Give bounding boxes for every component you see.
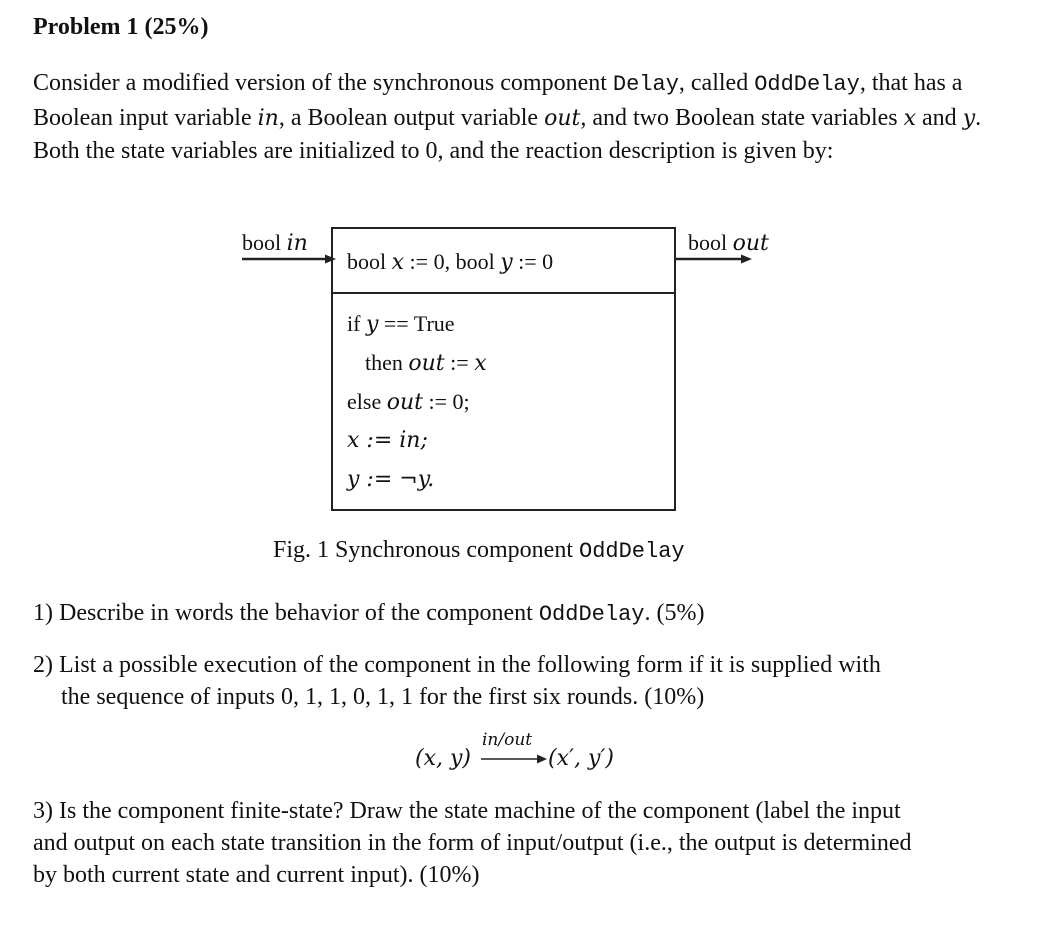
state-declaration: bool x := 0, bool y := 0 xyxy=(347,249,554,275)
input-label: bool in xyxy=(242,230,308,256)
intro-text-1: Consider a modified version of the synchronous component xyxy=(33,70,613,96)
question-2-line-2: the sequence of inputs 0, 1, 1, 0, 1, 1 for the first six rounds. (10%) xyxy=(61,684,705,710)
problem-title: Problem 1 (25%) xyxy=(33,14,209,40)
out-variable: out xyxy=(544,105,581,131)
question-3-line-3: by both current state and current input). (10%) xyxy=(33,862,480,888)
code-line-then: then out := x xyxy=(365,350,487,376)
odddelay-name: OddDelay xyxy=(754,72,860,97)
component-box xyxy=(331,227,676,511)
intro-text-6: and xyxy=(916,104,963,131)
intro-text-7: . Both the state variables are initialized to 0, and the reaction description is given by: xyxy=(33,104,982,164)
question-3-line-1: 3) Is the component finite-state? Draw the state machine of the component (label the input xyxy=(33,798,901,824)
code-line-if: if y == True xyxy=(347,311,455,337)
y-variable: y xyxy=(962,105,976,131)
box-divider xyxy=(333,292,674,294)
x-variable: x xyxy=(903,105,917,131)
formula-lhs: (x, y) xyxy=(415,746,471,771)
formula-rhs: (x′, y′) xyxy=(548,746,614,771)
output-arrow xyxy=(676,252,752,266)
figure-caption: Fig. 1 Synchronous component OddDelay xyxy=(273,537,685,564)
intro-text-4: , a Boolean output variable xyxy=(278,104,545,131)
output-label: bool out xyxy=(688,230,769,256)
question-2-line-1: 2) List a possible execution of the component in the following form if it is supplied with xyxy=(33,652,881,678)
code-line-else: else out := 0; xyxy=(347,389,470,415)
in-variable: in xyxy=(257,105,279,131)
question-3-line-2: and output on each state transition in the form of input/output (i.e., the output is determined xyxy=(33,830,912,856)
intro-text-2: , called xyxy=(678,70,755,96)
question-1: 1) Describe in words the behavior of the component OddDelay. (5%) xyxy=(33,600,705,627)
formula-label: in/out xyxy=(482,730,533,750)
delay-name: Delay xyxy=(612,72,679,97)
input-arrow xyxy=(242,252,336,266)
code-line-y-assign: y := ¬y. xyxy=(347,467,435,492)
intro-text-3: , that has a Boolean input variable xyxy=(33,70,963,131)
intro-paragraph xyxy=(33,67,1008,169)
code-line-x-assign: x := in; xyxy=(347,428,428,453)
formula-arrow xyxy=(481,752,547,766)
intro-text-5: , and two Boolean state variables xyxy=(580,104,904,131)
